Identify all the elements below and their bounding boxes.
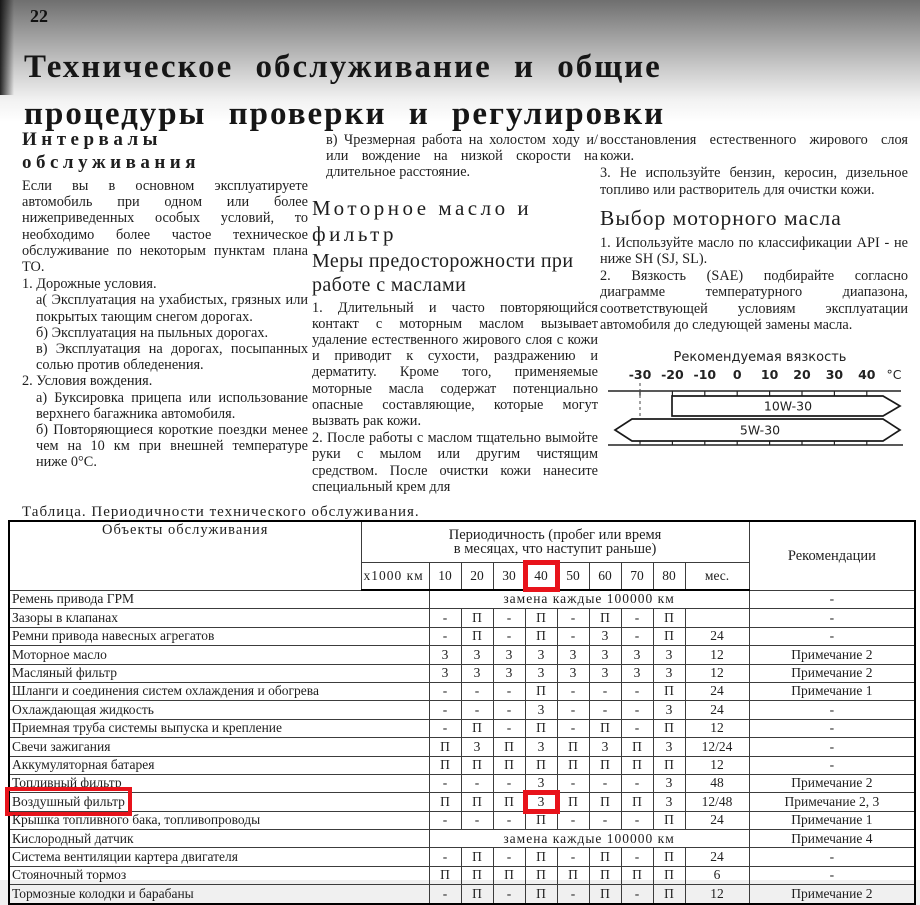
interval-cell: П: [653, 719, 685, 737]
service-item-label: [9, 719, 429, 737]
interval-cell: П: [461, 866, 493, 884]
service-item-label: [9, 811, 429, 829]
interval-cell: 3: [525, 664, 557, 682]
interval-cell: П: [589, 756, 621, 774]
interval-cell: П: [653, 885, 685, 904]
interval-cell: П: [525, 885, 557, 904]
interval-cell: -: [621, 885, 653, 904]
interval-cell: 24: [685, 701, 749, 719]
recommendation-cell: Примечание 1: [749, 811, 915, 829]
interval-cell: 48: [685, 774, 749, 792]
interval-cell: П: [557, 866, 589, 884]
interval-cell: П: [461, 719, 493, 737]
interval-cell: 3: [461, 664, 493, 682]
interval-cell: -: [429, 774, 461, 792]
list-subitem: в) Эксплуатация на дорогах, посыпанных солью против обледенения.: [36, 341, 308, 374]
interval-cell: -: [429, 719, 461, 737]
replacement-interval-span: замена каждые 100000 км: [429, 830, 749, 848]
interval-cell: П: [525, 756, 557, 774]
interval-cell: П: [589, 885, 621, 904]
service-item-text: Свечи зажигания: [12, 738, 111, 754]
table-row: [9, 609, 915, 627]
interval-cell: 3: [557, 646, 589, 664]
service-item-label: [9, 609, 429, 627]
service-item-text: Ремень привода ГРМ: [12, 591, 135, 607]
recommendation-cell: Примечание 2: [749, 664, 915, 682]
header-interval-мес.: мес.: [685, 563, 749, 591]
interval-cell: 3: [429, 664, 461, 682]
service-item-text: Масляный фильтр: [12, 665, 117, 680]
interval-cell: -: [493, 682, 525, 700]
table-row: [9, 885, 915, 904]
scan-edge-shadow: [0, 0, 14, 95]
table-row: [9, 866, 915, 884]
interval-cell: -: [461, 701, 493, 719]
interval-cell: -: [429, 627, 461, 645]
interval-cell: П: [525, 866, 557, 884]
service-item-text: Крышка топливного бака, топливопроводы: [12, 812, 261, 828]
interval-cell: -: [621, 682, 653, 700]
table-row: [9, 848, 915, 866]
interval-cell: 12/24: [685, 738, 749, 756]
interval-cell: -: [429, 811, 461, 829]
viscosity-bar-10w30-label: 10W-30: [763, 398, 813, 414]
table-row: [9, 627, 915, 645]
interval-cell: 3: [461, 646, 493, 664]
table-row: [9, 719, 915, 737]
table-row: [9, 646, 915, 664]
service-item-label: [9, 830, 429, 848]
recommendation-cell: Примечание 1: [749, 682, 915, 700]
replacement-interval-span: замена каждые 100000 км: [429, 590, 749, 609]
interval-cell: -: [621, 719, 653, 737]
interval-cell: -: [621, 701, 653, 719]
interval-cell: -: [429, 701, 461, 719]
service-item-label: [9, 627, 429, 645]
recommendation-cell: Примечание 4: [749, 830, 915, 848]
recommendation-cell: -: [749, 627, 915, 645]
service-item-label: [9, 793, 429, 811]
section-heading-oil-selection: Выбор моторного масла: [600, 205, 842, 230]
service-item-label: [9, 774, 429, 792]
heading-line: Интервалы: [22, 129, 162, 150]
recommendation-cell: -: [749, 701, 915, 719]
interval-cell: 3: [525, 793, 557, 811]
service-item-text: Шланги и соединения систем охлаждения и обогрева: [12, 683, 319, 699]
service-item-text: Кислородный датчик: [12, 830, 134, 846]
interval-cell: -: [493, 719, 525, 737]
interval-cell: П: [429, 793, 461, 811]
interval-cell: П: [653, 756, 685, 774]
table-row: [9, 811, 915, 829]
interval-cell: П: [653, 682, 685, 700]
interval-cell: П: [589, 866, 621, 884]
maintenance-schedule-table: [8, 520, 916, 905]
interval-cell: П: [461, 885, 493, 904]
temperature-unit: °C: [886, 367, 902, 383]
text-column-2: [312, 132, 598, 496]
service-item-text: Система вентиляции картера двигателя: [12, 848, 238, 864]
interval-cell: -: [621, 627, 653, 645]
list-subitem: в) Чрезмерная работа на холостом ходу и/или вождение на низкой скорости на длительное расстояние.: [326, 132, 598, 181]
recommendation-cell: -: [749, 590, 915, 609]
interval-cell: 3: [589, 664, 621, 682]
interval-cell: 24: [685, 848, 749, 866]
interval-cell: П: [557, 738, 589, 756]
interval-cell: 3: [589, 646, 621, 664]
interval-cell: П: [653, 627, 685, 645]
interval-cell: -: [461, 774, 493, 792]
table-row: [9, 774, 915, 792]
paragraph: 1. Длительный и часто повторяющийся контакт с моторным маслом вызывает удаление естественного жирового слоя с кожи и приводит к сухости, раздражению и дерматиту. Кроме того, применяемые моторные масла содержат потенциально опасные составляющие, которые могут вызвать рак кожи.: [312, 299, 598, 430]
list-item: 1. Дорожные условия.: [22, 276, 157, 293]
interval-cell: 3: [525, 701, 557, 719]
interval-cell: П: [461, 848, 493, 866]
header-interval-10: 10: [429, 563, 461, 591]
paragraph: 3. Не используйте бензин, керосин, дизельное топливо или растворитель для очистки кожи.: [600, 165, 908, 198]
service-item-text: Моторное масло: [12, 646, 107, 662]
service-item-label: [9, 701, 429, 719]
service-item-text: Аккумуляторная батарея: [12, 756, 155, 772]
interval-cell: -: [557, 609, 589, 627]
interval-cell: -: [557, 885, 589, 904]
heading-line: обслуживания: [22, 152, 201, 173]
recommendation-cell: -: [749, 609, 915, 627]
interval-cell: П: [653, 811, 685, 829]
interval-cell: П: [493, 738, 525, 756]
interval-cell: -: [621, 609, 653, 627]
interval-cell: П: [429, 738, 461, 756]
header-x1000-km: х1000 км: [361, 563, 429, 591]
recommendation-cell: -: [749, 719, 915, 737]
list-subitem: а) Буксировка прицепа или использование верхнего багажника автомобиля.: [36, 389, 308, 422]
header-interval-60: 60: [589, 563, 621, 591]
paragraph: восстановления естественного жирового слоя кожи.: [600, 132, 908, 165]
interval-cell: П: [429, 756, 461, 774]
service-item-text: Тормозные колодки и барабаны: [12, 885, 194, 901]
interval-cell: -: [493, 609, 525, 627]
table-row: [9, 738, 915, 756]
temperature-tick-label: 30: [825, 367, 844, 383]
interval-cell: 3: [493, 646, 525, 664]
temperature-tick-label: -20: [661, 367, 684, 383]
temperature-tick-label: -30: [628, 367, 652, 383]
interval-cell: П: [621, 738, 653, 756]
paragraph: 2. Вязкость (SAE) подбирайте согласно диаграмме температурного диапазона, соответствующей условиям эксплуатации автомобиля до следующей замены масла.: [600, 268, 908, 333]
interval-cell: 12: [685, 756, 749, 774]
service-item-text: Топливный фильтр: [12, 775, 122, 791]
interval-cell: 3: [653, 646, 685, 664]
header-interval-50: 50: [557, 563, 589, 591]
text-column-1: [22, 128, 308, 471]
service-item-label: [9, 756, 429, 774]
interval-cell: -: [461, 682, 493, 700]
recommendation-cell: -: [749, 756, 915, 774]
interval-cell: -: [557, 848, 589, 866]
interval-cell: П: [525, 719, 557, 737]
temperature-tick-label: 40: [858, 367, 876, 383]
table-row: [9, 682, 915, 700]
service-item-label: [9, 590, 429, 609]
interval-cell: -: [621, 811, 653, 829]
interval-cell: -: [461, 811, 493, 829]
table-caption: Таблица. Периодичности технического обслуживания.: [22, 504, 420, 520]
header-interval-80: 80: [653, 563, 685, 591]
interval-cell: 12: [685, 664, 749, 682]
interval-cell: -: [589, 811, 621, 829]
recommendation-cell: Примечание 2: [749, 774, 915, 792]
paragraph: 2. После работы с маслом тщательно вымойте руки с мылом или другим чистящим средством. После очистки кожи нанесите специальный крем для: [312, 430, 598, 495]
diagram-title: Рекомендуемая вязкость: [673, 350, 847, 366]
interval-cell: 3: [621, 646, 653, 664]
interval-cell: 6: [685, 866, 749, 884]
interval-cell: 3: [525, 646, 557, 664]
interval-cell: П: [621, 756, 653, 774]
interval-cell: П: [589, 793, 621, 811]
interval-cell: П: [461, 793, 493, 811]
service-item-label: [9, 848, 429, 866]
table-row: [9, 701, 915, 719]
interval-cell: П: [493, 756, 525, 774]
interval-cell: 12: [685, 646, 749, 664]
page-number: 22: [30, 6, 48, 26]
interval-cell: 3: [493, 664, 525, 682]
recommendation-cell: Примечание 2: [749, 646, 915, 664]
table-row: [9, 590, 915, 609]
interval-cell: -: [557, 627, 589, 645]
interval-cell: 3: [653, 793, 685, 811]
viscosity-diagram: [600, 348, 908, 452]
header-recommendations: Рекомендации: [749, 521, 915, 590]
interval-cell: П: [557, 793, 589, 811]
interval-cell: 3: [653, 774, 685, 792]
interval-cell: 12/48: [685, 793, 749, 811]
page-title-line1: Техническое обслуживание и общие: [24, 49, 662, 85]
interval-cell: П: [493, 793, 525, 811]
interval-cell: 3: [653, 701, 685, 719]
interval-cell: [685, 609, 749, 627]
recommendation-cell: Примечание 2: [749, 885, 915, 904]
service-item-text: Стояночный тормоз: [12, 867, 127, 883]
service-item-text: Охлаждающая жидкость: [12, 701, 154, 717]
interval-cell: 12: [685, 719, 749, 737]
header-interval-20: 20: [461, 563, 493, 591]
interval-cell: -: [557, 774, 589, 792]
interval-cell: 3: [461, 738, 493, 756]
header-interval-30: 30: [493, 563, 525, 591]
interval-cell: П: [589, 609, 621, 627]
interval-cell: -: [429, 885, 461, 904]
service-item-label: [9, 646, 429, 664]
interval-cell: П: [653, 866, 685, 884]
paragraph: Если вы в основном эксплуатируете автомобиль при одном или более нижеприведенных особых условий, то необходимо более частое техническое обслуживание по некоторым пунктам плана ТО.: [22, 178, 308, 276]
recommendation-cell: -: [749, 866, 915, 884]
header-interval-40: 40: [525, 563, 557, 591]
interval-cell: -: [493, 774, 525, 792]
recommendation-cell: -: [749, 738, 915, 756]
interval-cell: 24: [685, 811, 749, 829]
interval-cell: П: [589, 719, 621, 737]
section-heading-engine-oil: Моторное масло и фильтр: [312, 195, 533, 246]
service-item-label: [9, 682, 429, 700]
interval-cell: П: [461, 756, 493, 774]
table-row: [9, 756, 915, 774]
service-item-label: [9, 738, 429, 756]
header-interval-70: 70: [621, 563, 653, 591]
interval-cell: 3: [589, 738, 621, 756]
viscosity-bar-5w30-label: 5W-30: [739, 422, 781, 438]
temperature-tick-label: 10: [760, 367, 779, 383]
interval-cell: 3: [557, 664, 589, 682]
interval-cell: -: [589, 774, 621, 792]
interval-cell: П: [525, 627, 557, 645]
temperature-tick-label: -10: [693, 367, 717, 383]
interval-cell: П: [557, 756, 589, 774]
interval-cell: -: [621, 848, 653, 866]
interval-cell: -: [493, 627, 525, 645]
interval-cell: П: [621, 866, 653, 884]
interval-cell: -: [557, 811, 589, 829]
interval-cell: 3: [589, 627, 621, 645]
interval-cell: -: [589, 701, 621, 719]
list-subitem: б) Эксплуатация на пыльных дорогах.: [36, 324, 269, 341]
interval-cell: П: [653, 609, 685, 627]
service-item-label: [9, 664, 429, 682]
interval-cell: П: [493, 866, 525, 884]
section-heading-intervals: [22, 128, 308, 174]
service-item-text: Воздушный фильтр: [12, 793, 125, 809]
interval-cell: 3: [525, 774, 557, 792]
table-header-row-1: [9, 521, 915, 563]
interval-cell: П: [461, 627, 493, 645]
recommendation-cell: Примечание 2, 3: [749, 793, 915, 811]
service-item-label: [9, 885, 429, 904]
interval-cell: 3: [525, 738, 557, 756]
service-item-text: Приемная труба системы выпуска и крепление: [12, 720, 283, 736]
interval-cell: -: [493, 848, 525, 866]
service-item-text: Ремни привода навесных агрегатов: [12, 628, 215, 644]
table-row: [9, 793, 915, 811]
interval-cell: 3: [621, 664, 653, 682]
interval-cell: -: [493, 885, 525, 904]
interval-cell: -: [493, 701, 525, 719]
interval-cell: -: [429, 848, 461, 866]
temperature-tick-label: 20: [793, 367, 811, 383]
table-row: [9, 664, 915, 682]
table-row: [9, 830, 915, 848]
interval-cell: П: [589, 848, 621, 866]
recommendation-cell: -: [749, 848, 915, 866]
interval-cell: -: [429, 609, 461, 627]
subsection-heading-precautions: Меры предосторожности при работе с маслами: [312, 249, 574, 296]
interval-cell: П: [461, 609, 493, 627]
header-periodicity-line1: Периодичность (пробег или время: [448, 526, 662, 543]
interval-cell: -: [557, 682, 589, 700]
interval-cell: 24: [685, 627, 749, 645]
interval-cell: 12: [685, 885, 749, 904]
interval-cell: 24: [685, 682, 749, 700]
interval-cell: -: [493, 811, 525, 829]
interval-cell: -: [557, 701, 589, 719]
text-column-3: [600, 132, 908, 456]
paragraph: 1. Используйте масло по классификации API - не ниже SH (SJ, SL).: [600, 234, 908, 268]
interval-cell: -: [429, 682, 461, 700]
list-item: 2. Условия вождения.: [22, 373, 153, 390]
interval-cell: 3: [429, 646, 461, 664]
interval-cell: П: [653, 848, 685, 866]
service-item-text: Зазоры в клапанах: [12, 609, 118, 625]
interval-cell: 3: [653, 738, 685, 756]
service-item-label: [9, 866, 429, 884]
page-title-line2: процедуры проверки и регулировки: [24, 96, 666, 132]
header-periodicity: [361, 521, 749, 563]
list-subitem: а( Эксплуатация на ухабистых, грязных или покрытых тающим снегом дорогах.: [36, 292, 308, 325]
interval-cell: П: [525, 811, 557, 829]
header-objects: Объекты обслуживания: [9, 521, 361, 590]
interval-cell: П: [525, 609, 557, 627]
interval-cell: 3: [653, 664, 685, 682]
interval-cell: -: [621, 774, 653, 792]
interval-cell: -: [589, 682, 621, 700]
header-periodicity-line2: в месяцах, что наступит раньше): [453, 541, 657, 557]
interval-cell: -: [557, 719, 589, 737]
interval-cell: П: [525, 848, 557, 866]
temperature-tick-label: 0: [732, 367, 742, 383]
interval-cell: П: [429, 866, 461, 884]
page-title: [24, 44, 884, 138]
interval-cell: П: [621, 793, 653, 811]
list-subitem: б) Повторяющиеся короткие поездки менее чем на 10 км при внешней температуре ниже 0°С.: [36, 422, 308, 471]
interval-cell: П: [525, 682, 557, 700]
